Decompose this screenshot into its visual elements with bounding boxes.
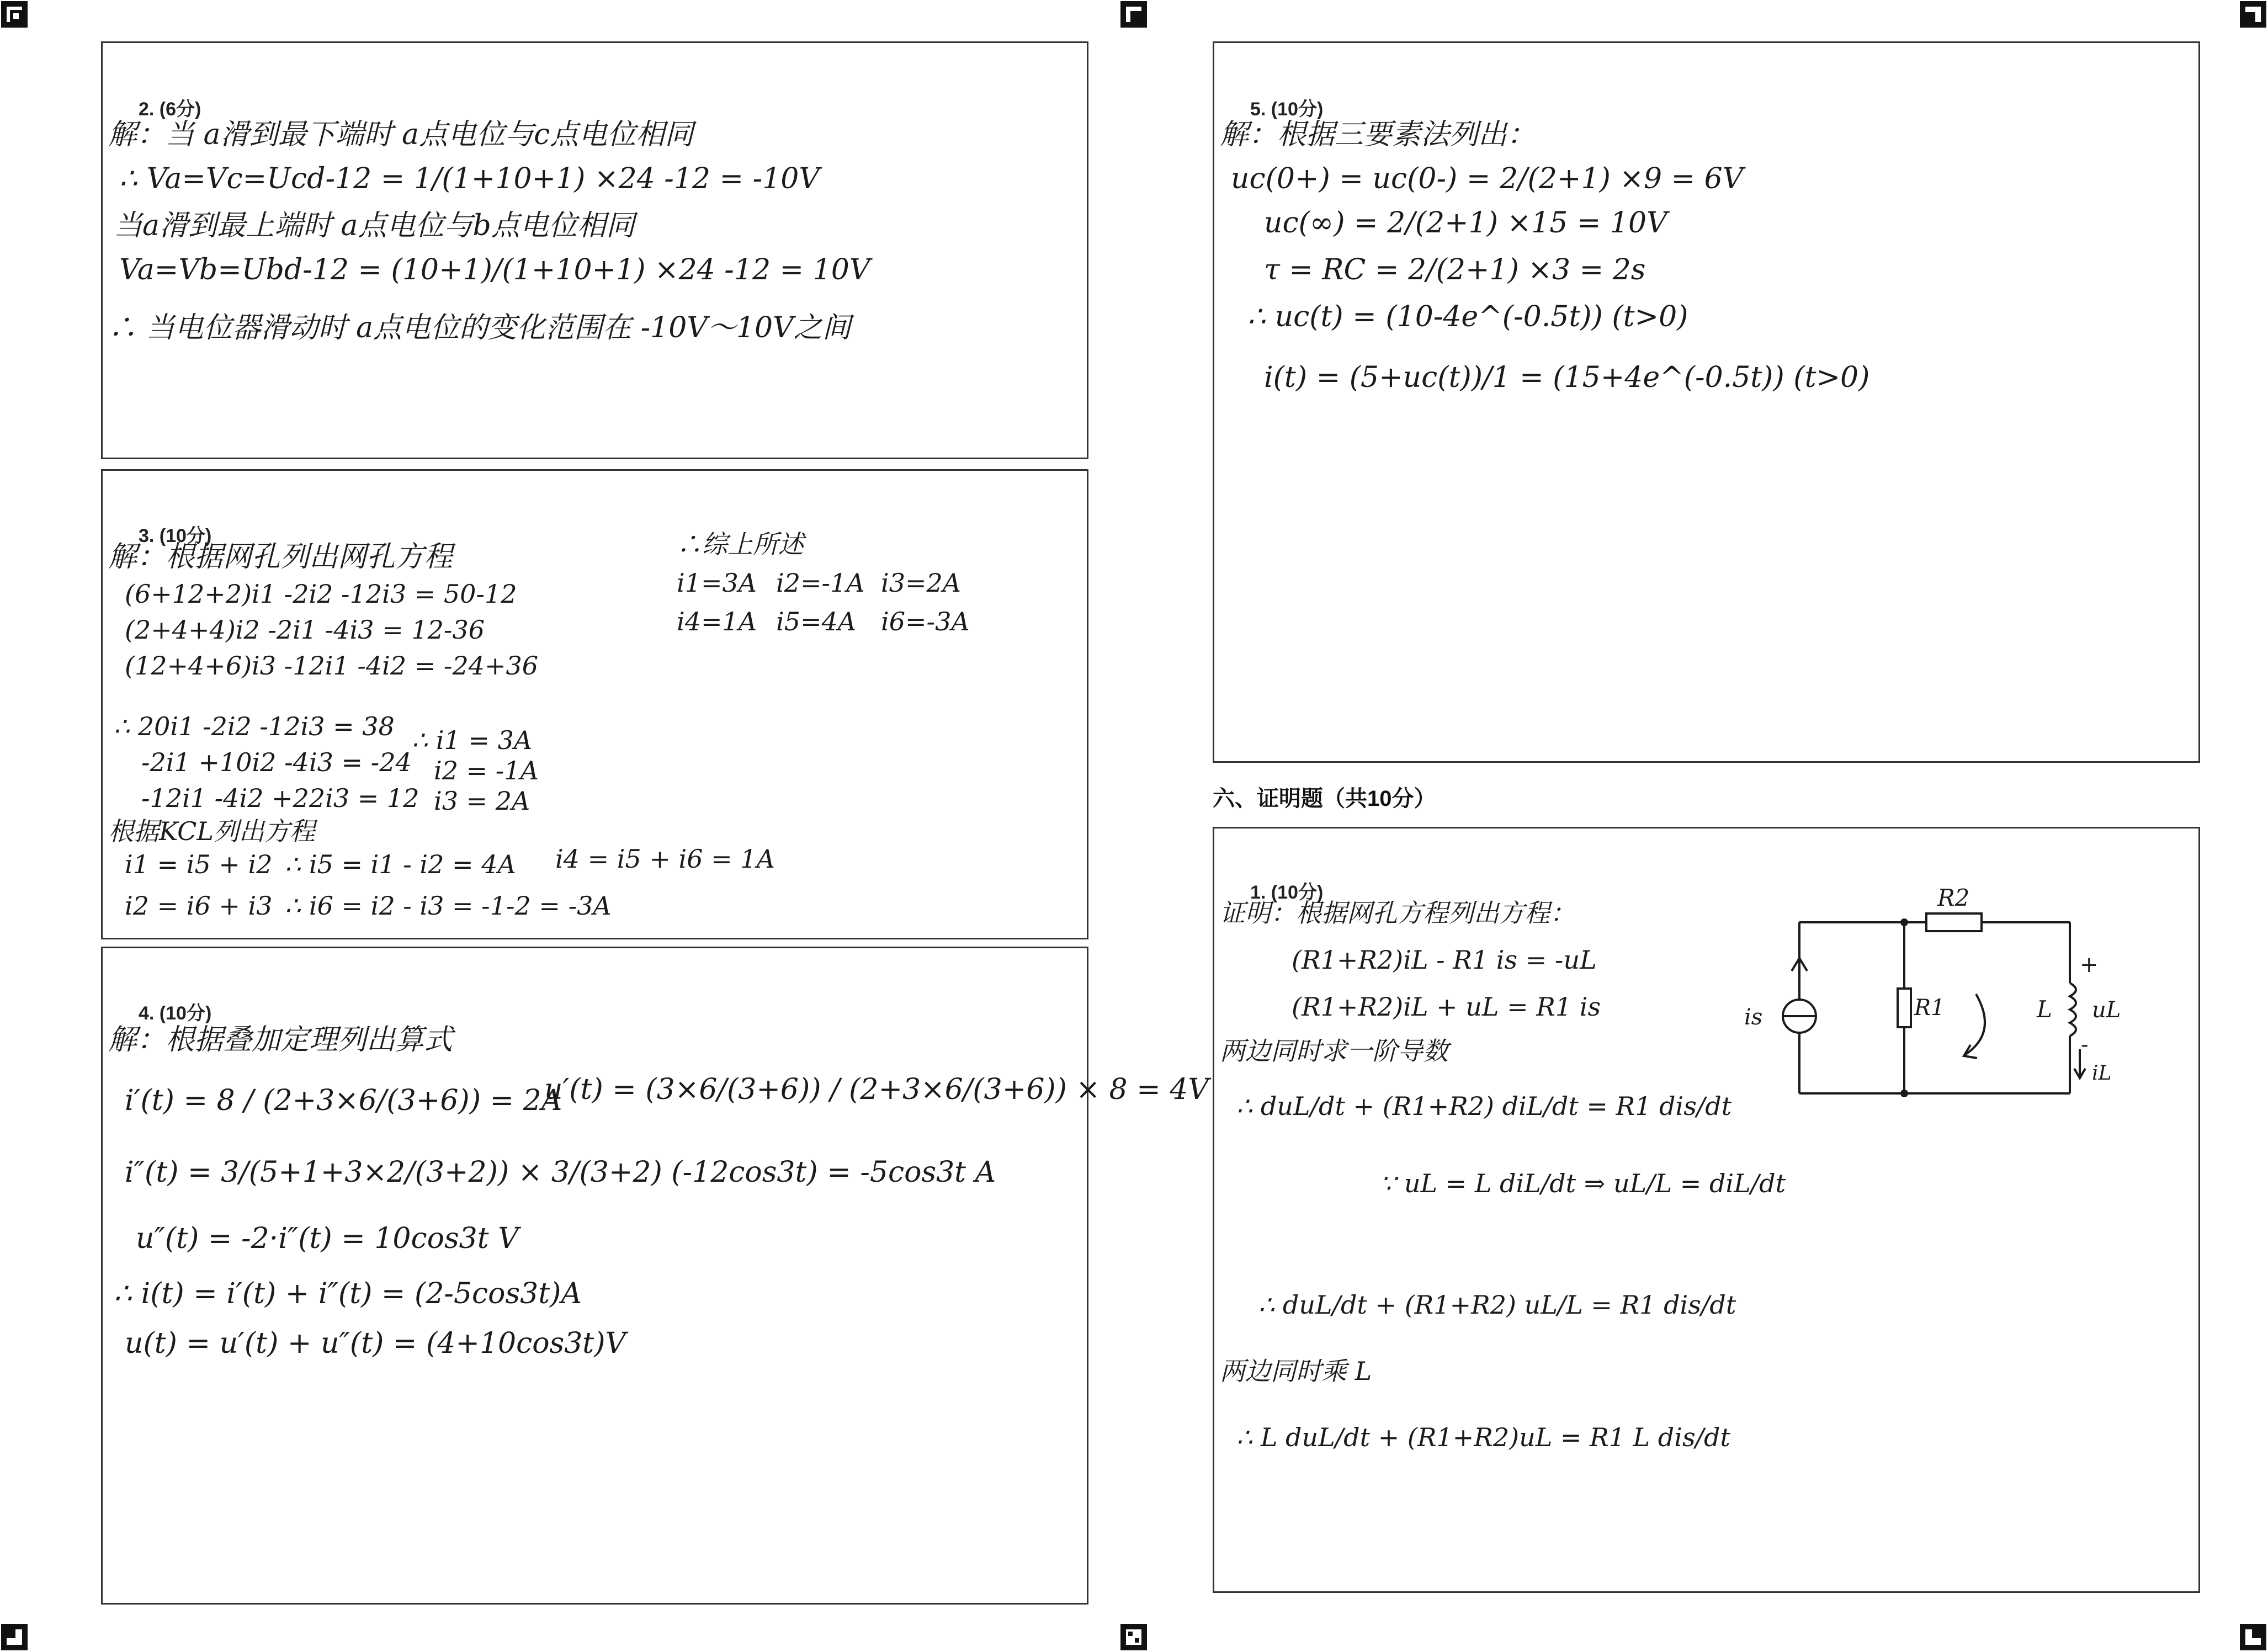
answer-line: 解：根据三要素法列出： [1220,118,1536,151]
answer-line: 两边同时乘 L [1220,1356,1372,1386]
answer-line: ∴ 20i1 -2i2 -12i3 = 38 [114,711,395,741]
corner-marker [2240,1624,2266,1650]
corner-marker [2240,1,2266,28]
answer-line: ∴ duL/dt + (R1+R2) uL/L = R1 dis/dt [1258,1290,1736,1320]
answer-line: -12i1 -4i2 +22i3 = 12 [141,783,419,813]
answer-line: ∴ L duL/dt + (R1+R2)uL = R1 L dis/dt [1236,1422,1730,1452]
label-minus: - [2081,1032,2089,1058]
circuit-node [1900,918,1908,926]
question-title: 5. (10分) [1250,99,1324,120]
answer-line: ∴ duL/dt + (R1+R2) diL/dt = R1 dis/dt [1236,1091,1732,1121]
corner-marker [1120,1624,1147,1650]
answer-line: i1 = i5 + i2 [125,849,273,879]
answer-line: i2 = i6 + i3 [125,891,273,921]
answer-line: ∴ uc(t) = (10-4e^(-0.5t)) (t>0) [1247,300,1688,333]
resistor-r1 [1898,989,1911,1027]
circuit-diagram [1739,873,2147,1116]
label-r1: R1 [1914,995,1945,1021]
answer-line: 解：根据网孔列出网孔方程 [108,540,453,573]
answer-line: i1=3A [677,568,757,598]
answer-line: uc(∞) = 2/(2+1) ×15 = 10V [1264,206,1667,240]
answer-line: ∴ 当电位器滑动时 a点电位的变化范围在 -10V～10V之间 [108,311,851,344]
answer-line: i′(t) = 8 / (2+3×6/(3+6)) = 2A [125,1084,562,1117]
answer-line: ∵ uL = L diL/dt ⇒ uL/L = diL/dt [1380,1168,1786,1198]
question-title: 2. (6分) [139,99,201,120]
answer-line: ∴ i1 = 3A [412,725,533,755]
inductor-l [2070,983,2076,1036]
resistor-r2 [1926,913,1982,931]
corner-marker [1120,1,1147,28]
label-l: L [2037,996,2052,1023]
answer-line: 证明：根据网孔方程列出方程： [1220,898,1575,928]
answer-line: -2i1 +10i2 -4i3 = -24 [141,747,412,777]
answer-line: u′(t) = (3×6/(3+6)) / (2+3×6/(3+6)) × 8 = 4V [544,1073,1209,1106]
answer-box-q2 [101,41,1088,459]
answer-line: 当a滑到最上端时 a点电位与b点电位相同 [114,209,635,242]
label-ul: uL [2092,997,2121,1023]
section-title: 六、证明题（共10分） [1213,787,1436,811]
answer-line: i3 = 2A [434,786,530,816]
answer-box-q5 [1213,41,2200,763]
answer-line: i(t) = (5+uc(t))/1 = (15+4e^(-0.5t)) (t>0) [1264,361,1870,394]
answer-line: i2=-1A [776,568,865,598]
answer-line: i6=-3A [881,607,970,636]
answer-line: u″(t) = -2·i″(t) = 10cos3t V [136,1222,519,1255]
answer-line: (2+4+4)i2 -2i1 -4i3 = 12-36 [125,615,485,645]
question-title: 3. (10分) [139,525,212,546]
label-is: is [1744,1005,1763,1030]
answer-line: ∴ Va=Vc=Ucd-12 = 1/(1+10+1) ×24 -12 = -10V [119,162,820,195]
answer-line: Va=Vb=Ubd-12 = (10+1)/(1+10+1) ×24 -12 = 10V [119,253,870,286]
answer-line: i4 = i5 + i6 = 1A [555,844,775,874]
answer-line: ∴ i5 = i1 - i2 = 4A [285,849,516,879]
corner-marker [1,1624,28,1650]
answer-box-q4 [101,947,1209,1605]
answer-line: (6+12+2)i1 -2i2 -12i3 = 50-12 [125,579,517,609]
answer-line: (R1+R2)iL + uL = R1 is [1292,992,1601,1022]
answer-line: i4=1A [677,607,757,636]
answer-line: i2 = -1A [434,756,539,785]
answer-line: (R1+R2)iL - R1 is = -uL [1292,945,1597,975]
mesh-arrow [1965,994,1985,1055]
answer-line: ∴ i6 = i2 - i3 = -1-2 = -3A [285,891,612,921]
label-r2: R2 [1937,884,1970,911]
answer-line: i5=4A [776,607,857,636]
circuit-node [1900,1090,1908,1097]
answer-line: ∴ i(t) = i′(t) + i″(t) = (2-5cos3t)A [114,1277,582,1310]
answer-line: 解：根据叠加定理列出算式 [108,1023,453,1056]
answer-line: i″(t) = 3/(5+1+3×2/(3+2)) × 3/(3+2) (-12cos3t) = -5cos3t A [125,1156,996,1189]
answer-line: ∴综上所述 [677,529,804,559]
answer-line: i3=2A [881,568,962,598]
question-title: 1. (10分) [1250,882,1324,903]
answer-box-proof1 [1213,827,2200,1593]
answer-box-q3 [101,469,1088,939]
answer-line: 根据KCL列出方程 [108,816,315,846]
label-plus: + [2080,952,2099,978]
question-title: 4. (10分) [139,1003,212,1024]
label-il: iL [2092,1062,2112,1085]
answer-line: u(t) = u′(t) + u″(t) = (4+10cos3t)V [125,1327,626,1360]
answer-line: (12+4+6)i3 -12i1 -4i2 = -24+36 [125,651,539,681]
answer-line: τ = RC = 2/(2+1) ×3 = 2s [1264,253,1646,286]
corner-marker [1,1,28,28]
answer-line: uc(0+) = uc(0-) = 2/(2+1) ×9 = 6V [1231,162,1744,195]
answer-line: 解：当 a滑到最下端时 a点电位与c点电位相同 [108,118,694,151]
answer-line: 两边同时求一阶导数 [1220,1036,1448,1066]
